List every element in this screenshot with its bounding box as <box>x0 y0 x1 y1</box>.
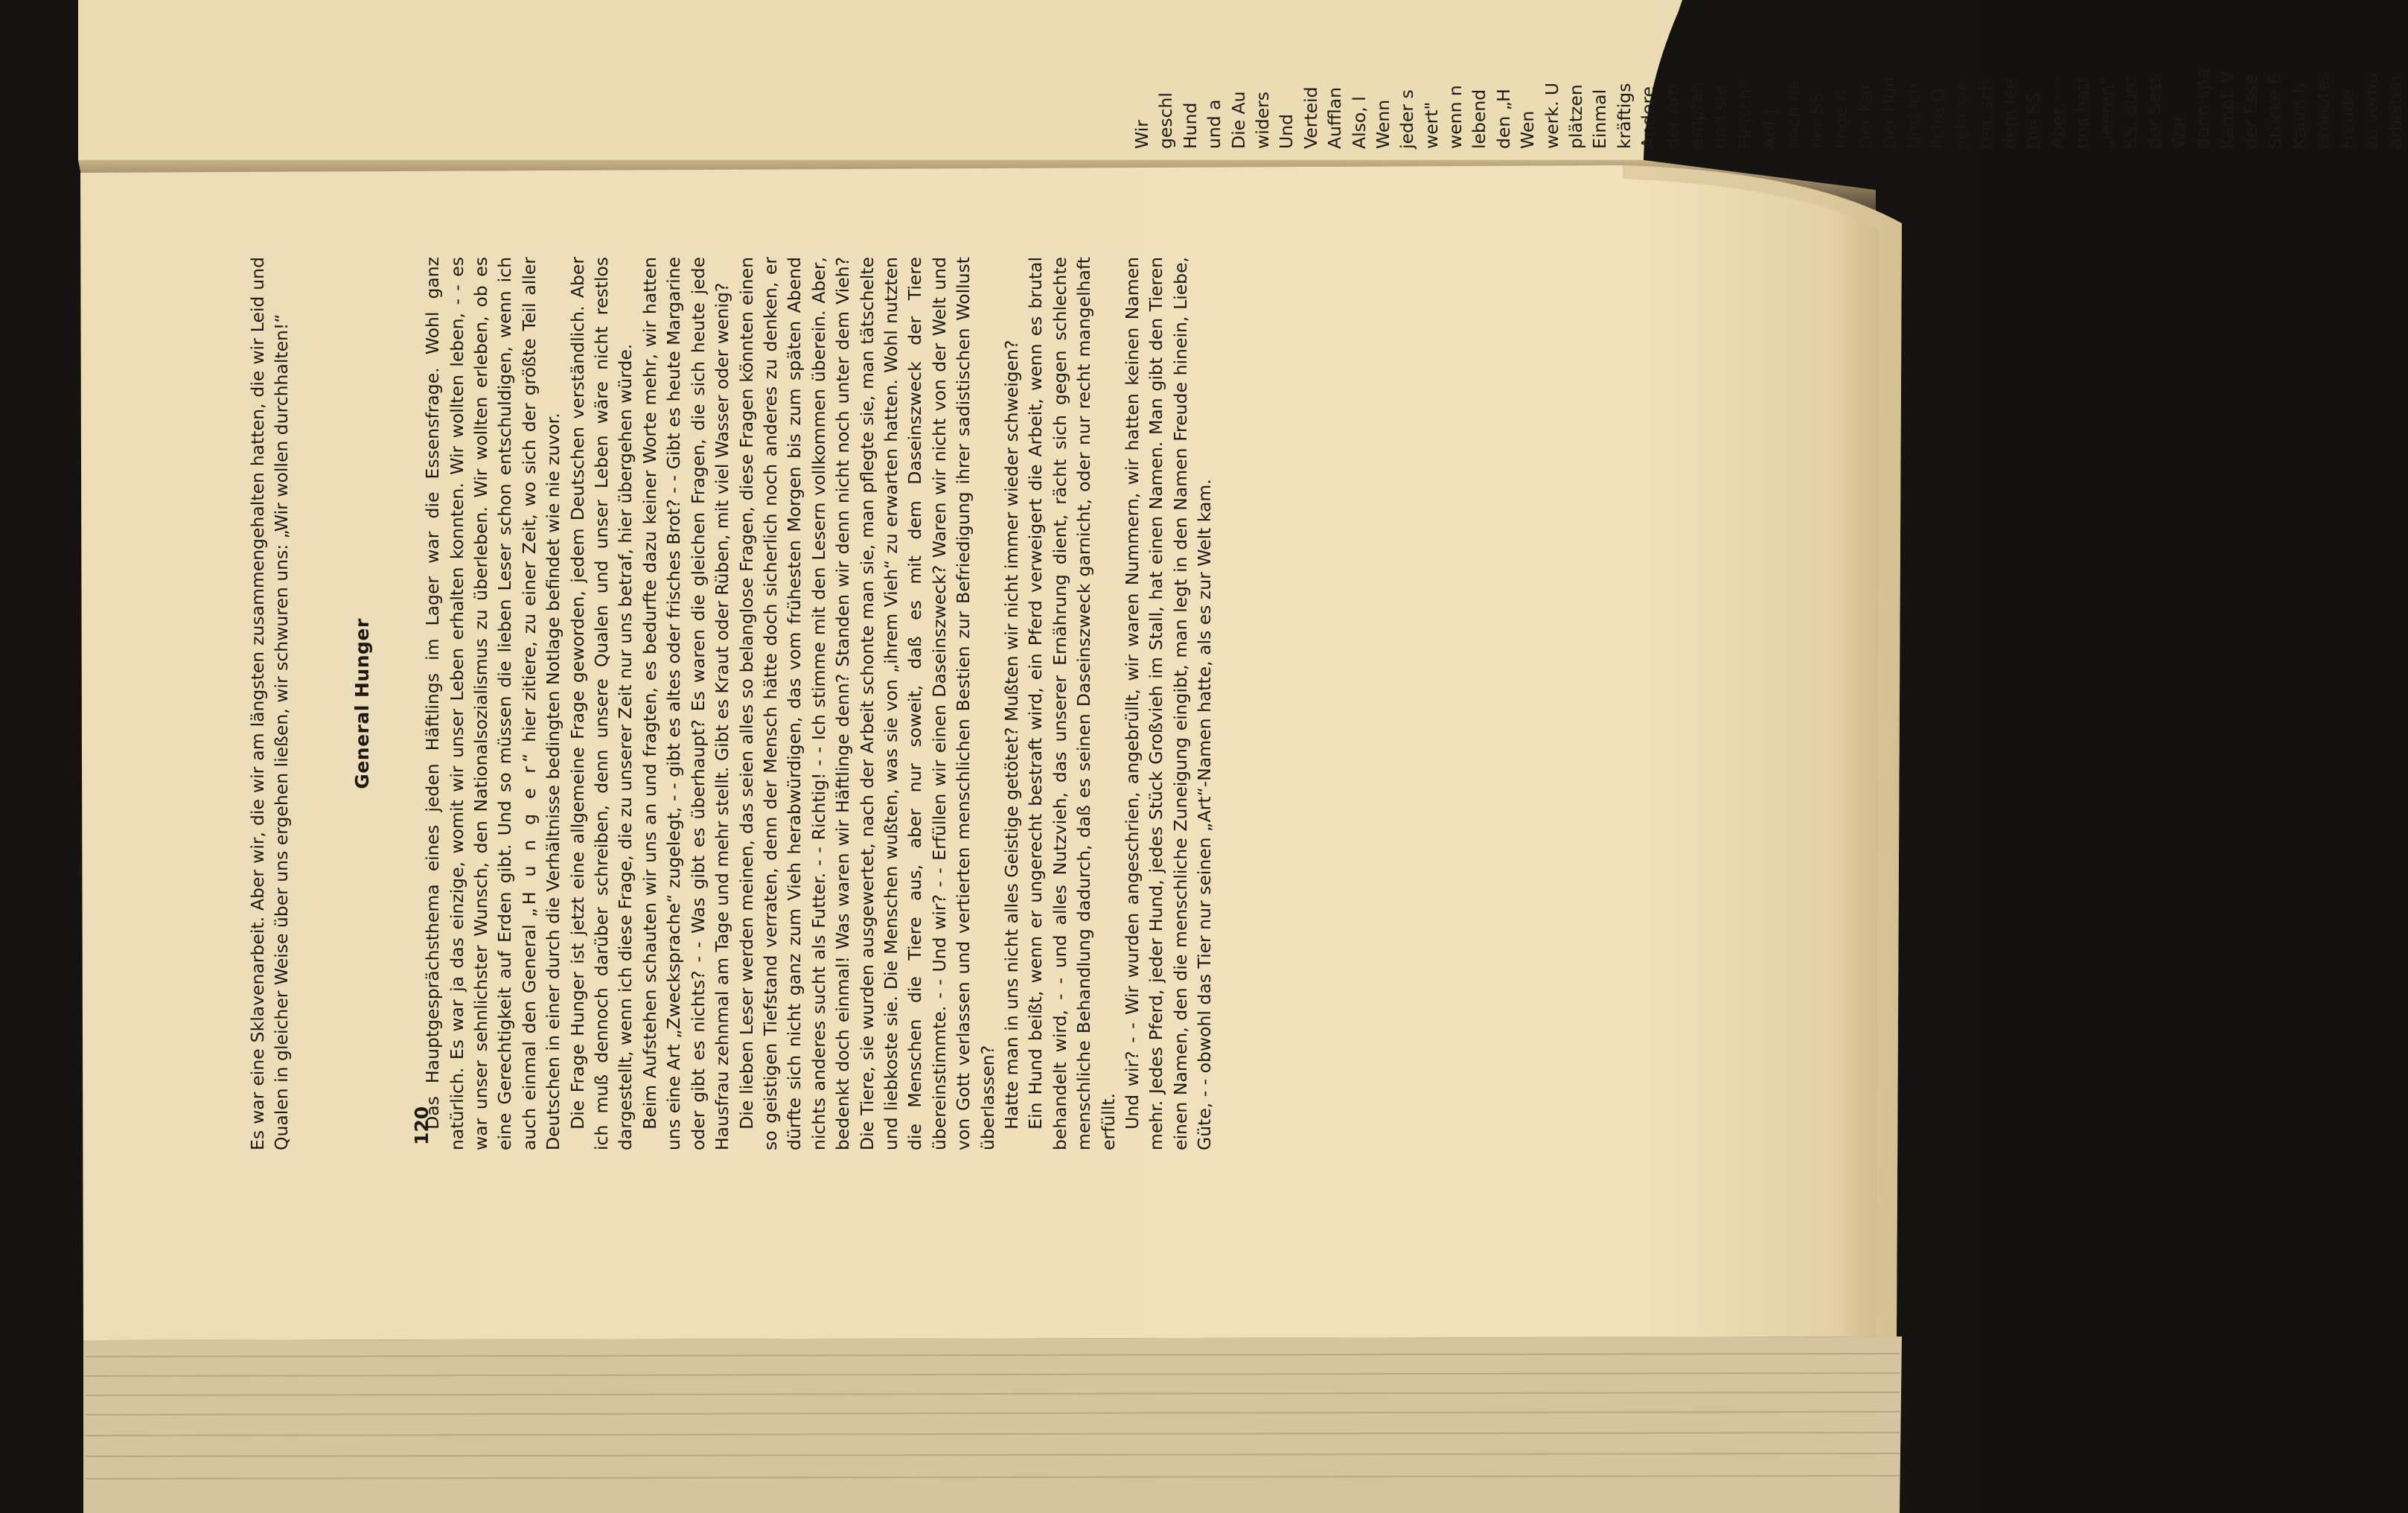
facing-line: Die SS <box>2023 92 2045 149</box>
facing-line: Die Au <box>1227 91 1249 149</box>
facing-line: widers <box>1251 91 1273 149</box>
paragraph: Ein Hund beißt, wenn er ungerecht bestraft wird, ein Pferd verweigert die Arbeit, wenn es brutal behandelt wird, - - und alles Nutzvieh, das unserer Ernährung dient, rächt sich gegen schlechte menschliche Behandlung dadurch, daß es seinen Daseinszweck garnicht, oder nur recht mangelhaft erfüllt. <box>1025 257 1119 1150</box>
paragraph-text: einer Zeit, wo sich der größte Teil aller Deutschen in einer durch die Verhältnisse bedingten Notlage befindet wie nie zuvor. <box>518 257 564 1150</box>
paragraph: Hatte man in uns nicht alles Geistige getötet? Mußten wir nicht immer wieder schweigen? <box>1000 340 1022 1130</box>
facing-line: Also, l <box>1348 96 1370 149</box>
opening-paragraph: Es war eine Sklavenarbeit. Aber wir, die wir am längsten zusammengehalten hatten, die wir Leid und Qualen in gleicher Weise über uns ergehen ließen, wir schwuren uns: „Wir wollen durchhalten!“ <box>247 257 293 1150</box>
facing-line: Freude <box>2337 89 2358 149</box>
facing-line: wert" <box>1420 101 1442 149</box>
facing-line: Stücke E <box>2264 73 2286 149</box>
facing-line: Aber, - - <box>2047 78 2069 149</box>
facing-page-text <box>1130 0 2407 149</box>
paragraph: Und wir? - - Wir wurden angeschrien, angebrüllt, wir waren Nummern, wir hatten keinen Namen mehr. Jedes Pferd, jeder Hund, jedes Stück Großvieh im Stall, hat einen Namen. Man gibt den Tieren einen Namen, den die menschliche Zuneigung eingibt, man legt in den Namen Freude hinein, Liebe, Güte, - - obwohl das Tier nur seinen „Art“-Namen hatte, als es zur Welt kam. <box>1122 257 1216 1150</box>
facing-line: Hund <box>1179 102 1201 149</box>
facing-line: uns hatt <box>2072 76 2093 149</box>
facing-line: Fleisch" <box>1734 80 1755 149</box>
page-body <box>246 257 1615 1150</box>
paragraph: Beim Aufstehen schauten wir uns an und fragten, es bedurfte dazu keiner Worte mehr, wir hatten uns eine Art „Zwecksprache“ zugelegt, - - gibt es altes oder frisches Brot? - - Gibt es heute Margarine oder gibt es nichts? - - Was gibt es überhaupt? Es waren die gleichen Fragen, die sich heute jede Hausfrau zehnmal am Tage und mehr stellt. Gibt es Kraut oder Rüben, mit viel Wasser oder wenig? <box>639 257 733 1150</box>
facing-line: sehr sie <box>1951 80 1973 149</box>
facing-line: Verteid <box>1300 86 1321 149</box>
facing-line: Und <box>1276 113 1297 149</box>
facing-line: kräftigs <box>1613 83 1635 149</box>
facing-line: linge d <box>1830 89 1852 149</box>
facing-line: Kampf. V <box>2216 71 2238 149</box>
facing-line: der Esse <box>2240 74 2261 149</box>
paragraph-text: Das Hauptgesprächsthema eines jeden Häftlings im Lager war die Essensfrage. Wohl ganz natürlich. Es war ja das einzige, womit wir unser Leben erhalten konnten. Wir wollten leben, - - es war unser sehnlichster Wunsch, den Nationalsozialismus zu überleben. Wir wollten erleben, ob es eine Gerechtigkeit auf Erden gibt. Und so müssen die lieben Leser schon entschuldigen, wenn ich auch einmal den General <box>422 257 540 1150</box>
facing-line: Aufflan <box>1324 87 1346 149</box>
facing-line: lebend <box>1469 89 1490 149</box>
facing-line: und a <box>1204 99 1225 149</box>
facing-line: dann spa <box>2192 68 2214 149</box>
facing-line: „leeren" <box>2095 77 2117 149</box>
facing-line: Wenn <box>1372 99 1393 149</box>
facing-line: den „H <box>1492 89 1514 149</box>
facing-line: War <box>2168 115 2189 149</box>
facing-line: empfan <box>1685 82 1707 149</box>
facing-line: Kaum h <box>2288 82 2310 149</box>
paragraph: Die Frage Hunger ist jetzt eine allgemeine Frage geworden, jedem Deutschen verständlich. Aber ich muß dennoch darüber schreiben, denn unsere Qualen und unser Leben wäre nicht restlos dargestellt, wenn ich diese Frage, die zu unserer Zeit nur uns betraf, hier übergehen würde. <box>566 257 636 1150</box>
facing-line: SS. durc <box>2120 77 2142 149</box>
paragraph: Die lieben Leser werden meinen, das seien alles so belanglose Fragen, diese Fragen könnten einen so geistigen Tiefstand verraten, denn der Mensch hätte doch sicherlich noch anderes zu denken, er dürfte sich nicht ganz zum Vieh herabwürdigen, das vom frühesten Morgen bis zum späten Abend nichts anderes sucht als Futter. - - Richtig! - - Ich stimme mit den Lesern vollkommen überein. Aber, bedenkt doch einmal! Was waren wir Häftlinge denn? Standen wir denn nicht noch unter dem Vieh? Die Tiere, sie wurden ausgewertet, nach der Arbeit schonte man sie, man pflegte sie, man tätschelte und liebkoste sie. Die Menschen wußten, was sie von „ihrem Vieh“ zu erwarten hatten. Wohl nutzten die Menschen die Tiere aus, aber nur soweit, daß es mit dem Daseinszweck der Tiere übereinstimmte. - - Und wir? - - Erfüllen wir einen Daseinszweck? Waren wir nicht von der Welt und von Gott verlassen und vertierten menschlichen Bestien zur Befriedigung ihrer sadistischen Wollust überlassen? <box>735 257 998 1150</box>
facing-line: erneutes <box>2313 71 2334 149</box>
facing-line: der Sess <box>2144 74 2165 149</box>
facing-line: Einmal <box>1589 89 1611 149</box>
facing-line: nach de <box>1782 79 1804 149</box>
facing-line: und sie <box>1710 85 1731 149</box>
paragraph <box>421 257 565 1150</box>
facing-line: zu verhu <box>2360 72 2382 149</box>
facing-line: werk. U <box>1541 82 1562 149</box>
page-number: 120 <box>411 1106 432 1145</box>
facing-line: jeder s <box>1396 89 1418 149</box>
facing-line: plätzen <box>1565 84 1587 149</box>
facing-line: der SS. <box>1806 86 1827 149</box>
facing-line: Der Kar <box>1854 83 1876 149</box>
facing-line: der Arb <box>1661 83 1683 149</box>
facing-line: arbeiten. <box>2385 69 2407 149</box>
facing-line: Andere <box>1638 86 1659 149</box>
facing-line: liche O <box>1926 88 1948 149</box>
facing-line: ten, sch <box>1975 79 1996 149</box>
facing-line: Der Hun <box>1879 76 1900 149</box>
facing-line: Wir <box>1131 120 1152 149</box>
facing-line: Auf j <box>1758 109 1780 149</box>
facing-line: wenn n <box>1445 85 1466 149</box>
facing-line: Wen <box>1517 110 1539 149</box>
facing-line: dem lee <box>1999 77 2021 149</box>
hunger-quote: „H u n g e r“ <box>518 749 540 917</box>
quote-tail: hier zitiere, zu <box>518 613 540 742</box>
section-heading: General Hunger <box>351 618 373 789</box>
facing-line: Und ich <box>1903 83 1924 149</box>
page-block-edge <box>83 1337 1902 1513</box>
facing-line: geschl <box>1155 92 1177 149</box>
